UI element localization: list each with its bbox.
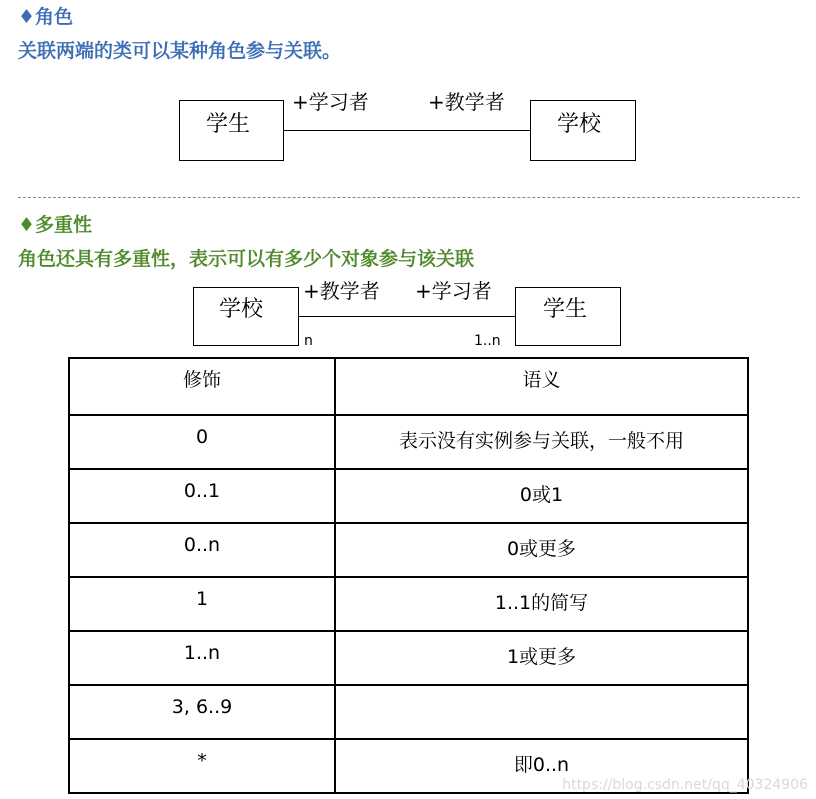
role-left: +学习者 bbox=[292, 90, 369, 114]
table-row bbox=[69, 577, 748, 631]
section2-heading: ♦多重性 bbox=[18, 214, 93, 236]
role-right: +教学者 bbox=[428, 90, 505, 114]
class-box-right bbox=[530, 100, 636, 161]
table-cell: 3, 6..9 bbox=[69, 685, 335, 739]
table-cell: 1..1的简写 bbox=[335, 577, 748, 631]
table-header-cell: 语义 bbox=[335, 358, 748, 415]
multiplicity-left: n bbox=[304, 333, 313, 349]
section-divider bbox=[18, 197, 800, 198]
section2-description: 角色还具有多重性，表示可以有多少个对象参与该关联 bbox=[18, 248, 475, 270]
table-cell: 1..n bbox=[69, 631, 335, 685]
section1-description: 关联两端的类可以某种角色参与关联。 bbox=[18, 40, 342, 62]
table-row bbox=[69, 523, 748, 577]
table-header-cell: 修饰 bbox=[69, 358, 335, 415]
table-cell: 即0..n bbox=[335, 739, 748, 793]
table-cell: 0或1 bbox=[335, 469, 748, 523]
table-cell: 0或更多 bbox=[335, 523, 748, 577]
table-cell: 1 bbox=[69, 577, 335, 631]
table-row bbox=[69, 631, 748, 685]
table-cell: * bbox=[69, 739, 335, 793]
watermark: https://blog.csdn.net/qq_40324906 bbox=[562, 777, 808, 793]
table-cell: 0..1 bbox=[69, 469, 335, 523]
table-row bbox=[69, 685, 748, 739]
role-left: +教学者 bbox=[303, 279, 380, 303]
class-box-left bbox=[179, 100, 284, 161]
section1-heading: ♦角色 bbox=[18, 6, 74, 28]
class-box-left bbox=[193, 287, 299, 346]
role-right: +学习者 bbox=[415, 279, 492, 303]
table-header-row bbox=[69, 358, 748, 415]
table-cell: 0..n bbox=[69, 523, 335, 577]
association-line bbox=[299, 316, 515, 317]
class-name-right: 学生 bbox=[543, 297, 588, 322]
table-row bbox=[69, 469, 748, 523]
table-cell: 表示没有实例参与关联，一般不用 bbox=[335, 415, 748, 469]
multiplicity-right: 1..n bbox=[474, 333, 501, 349]
table-cell: 1或更多 bbox=[335, 631, 748, 685]
class-name-right: 学校 bbox=[557, 112, 602, 137]
class-box-right bbox=[515, 287, 621, 346]
class-name-left: 学生 bbox=[206, 112, 251, 137]
multiplicity-table bbox=[68, 357, 749, 794]
table-cell bbox=[335, 685, 748, 739]
class-name-left: 学校 bbox=[219, 297, 264, 322]
association-line bbox=[284, 130, 530, 131]
table-row bbox=[69, 415, 748, 469]
table-cell: 0 bbox=[69, 415, 335, 469]
